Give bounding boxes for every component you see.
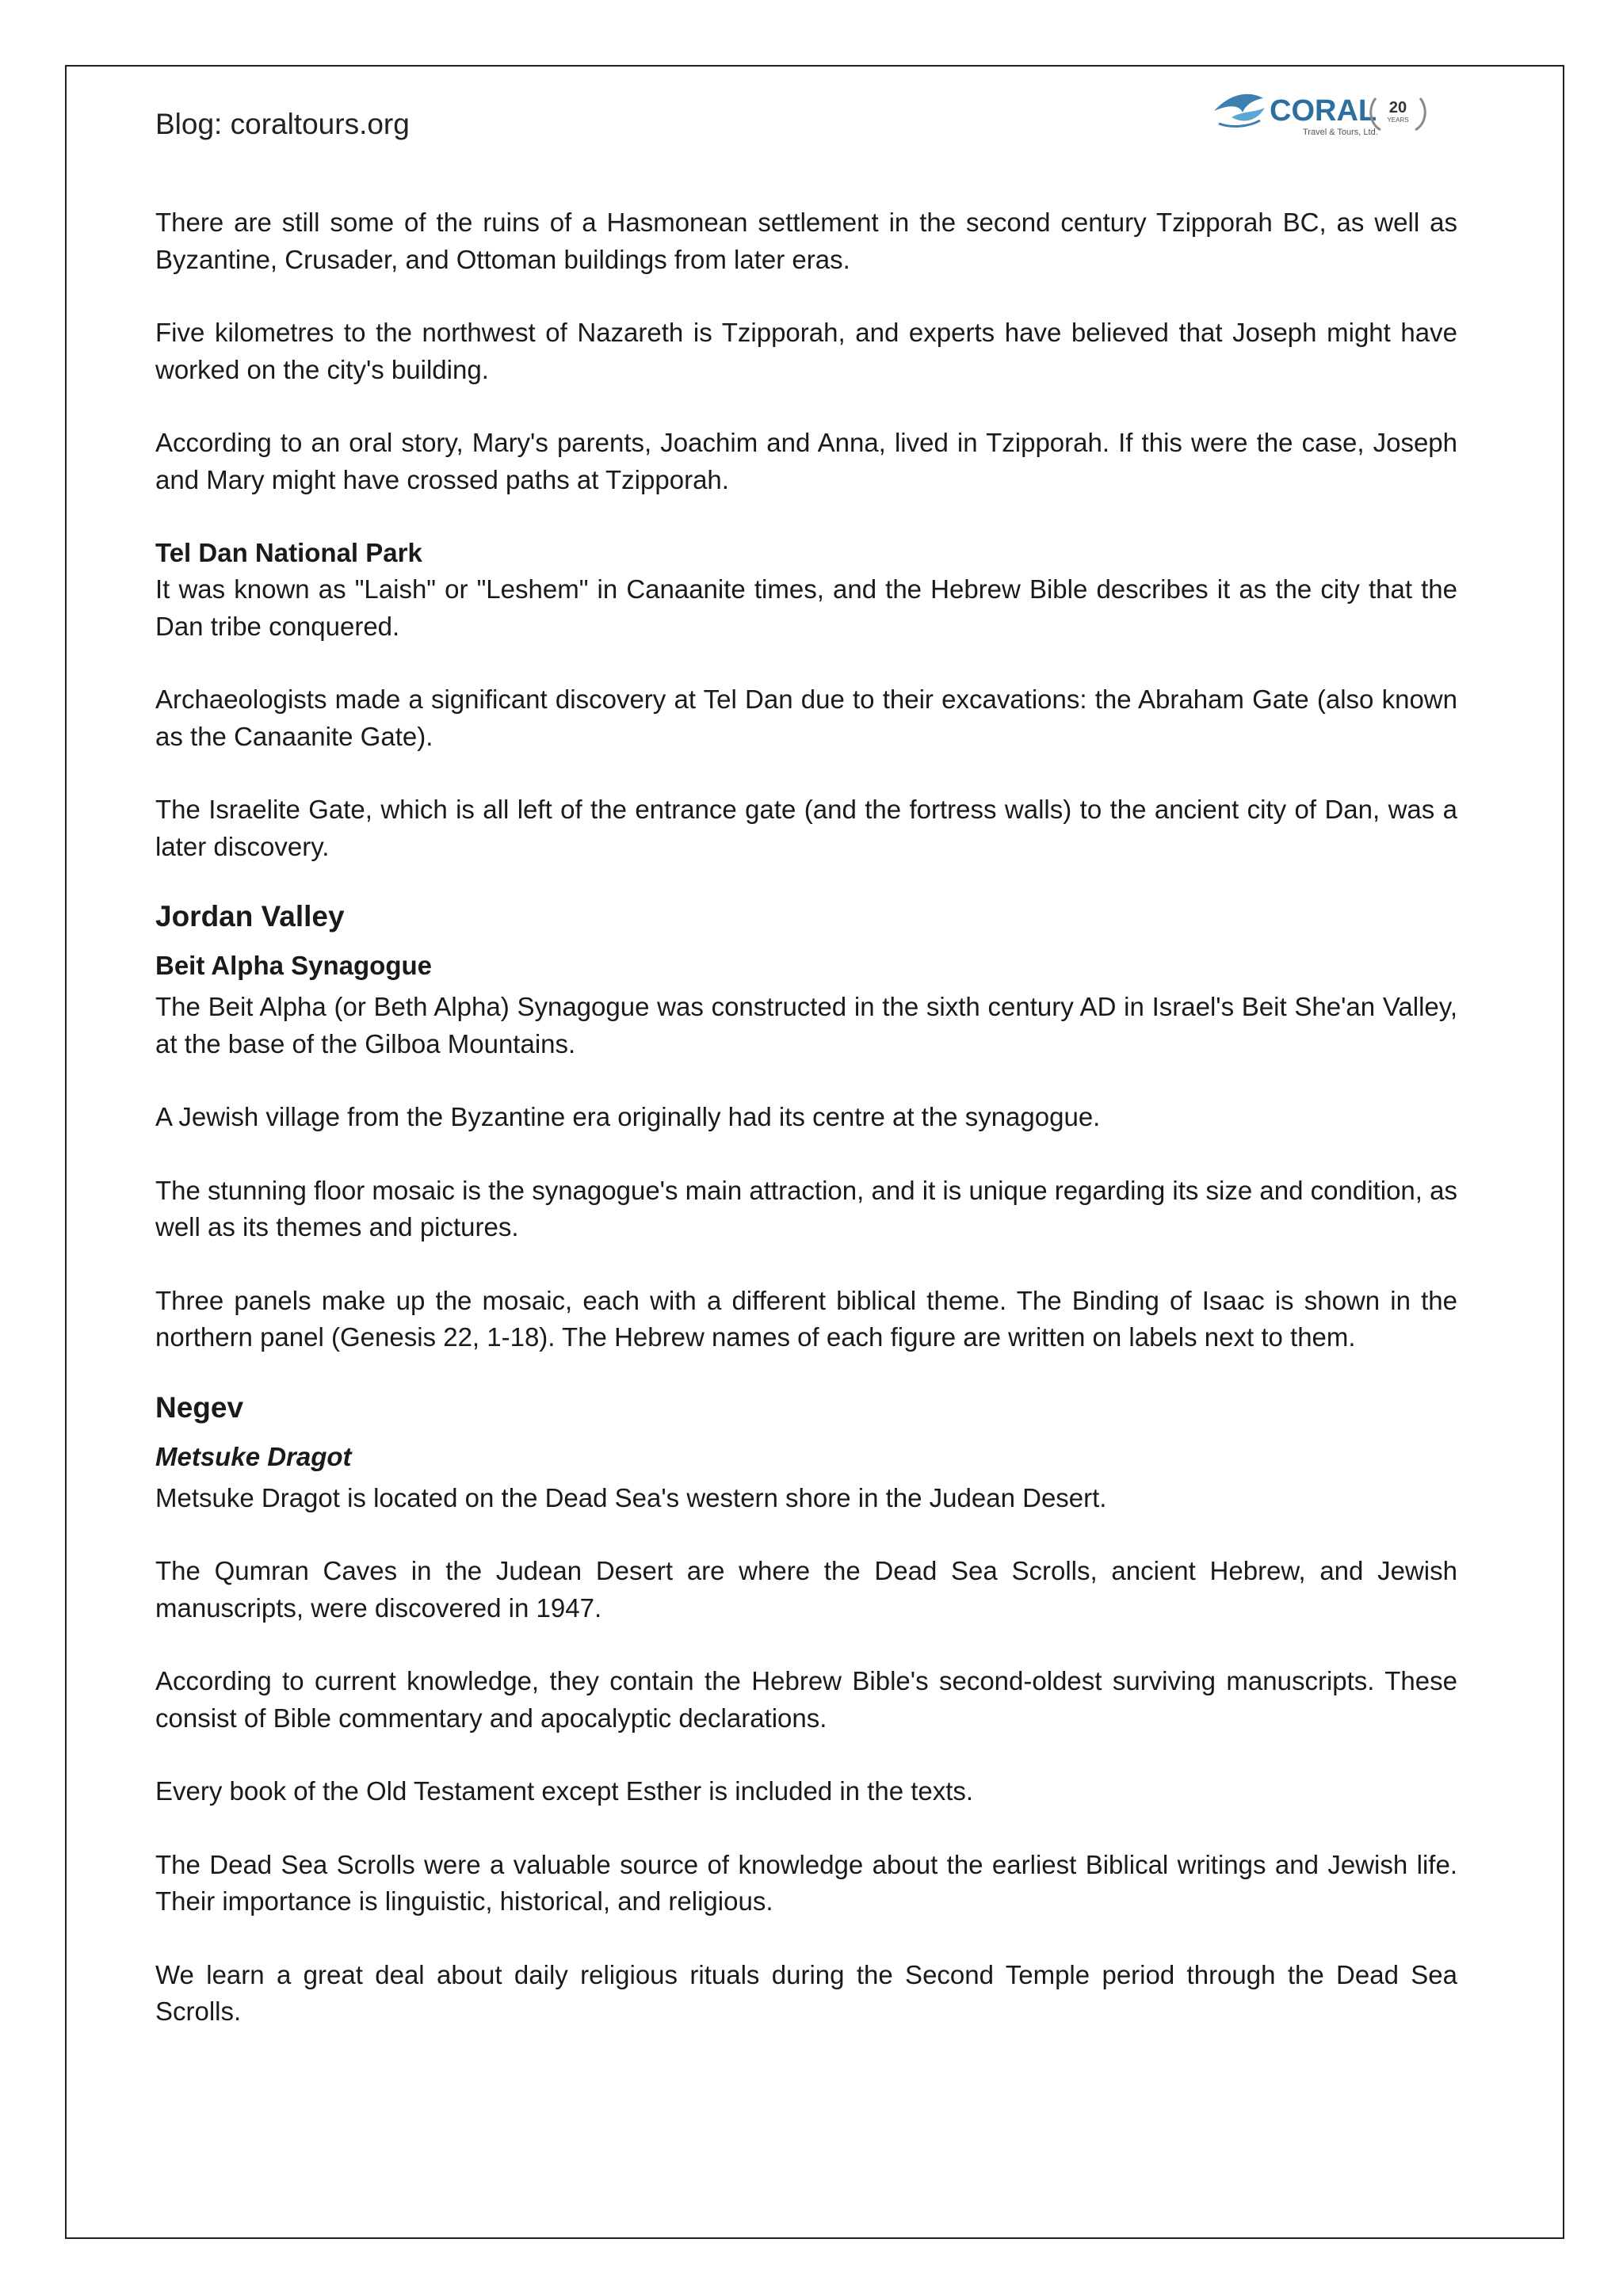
paragraph: Five kilometres to the northwest of Nazareth is Tzipporah, and experts have believed that Joseph might have worked on the city's building. (155, 318, 1457, 384)
logo-name: CORAL (1270, 94, 1377, 128)
paragraph: The Dead Sea Scrolls were a valuable source of knowledge about the earliest Biblical writings and Jewish life. Their importance is linguistic, historical, and religious. (155, 1849, 1457, 1916)
paragraph: Every book of the Old Testament except Esther is included in the texts. (155, 1776, 974, 1806)
section-subheading: Beit Alpha Synagogue (155, 951, 432, 980)
section-subheading: Metsuke Dragot (155, 1441, 352, 1471)
paragraph: The stunning floor mosaic is the synagogue's main attraction, and it is unique regarding its size and condition, as well as its themes and pictures. (155, 1175, 1457, 1241)
paragraph: A Jewish village from the Byzantine era originally had its centre at the synagogue. (155, 1102, 1101, 1131)
paragraph: Metsuke Dragot is located on the Dead Sea's western shore in the Judean Desert. (155, 1482, 1107, 1512)
paragraph: According to current knowledge, they contain the Hebrew Bible's second-oldest surviving manuscripts. These consist of Bible commentary and apocalyptic declarations. (155, 1666, 1457, 1733)
section-heading: Jordan Valley (155, 900, 345, 933)
paragraph: Three panels make up the mosaic, each with a different biblical theme. The Binding of Isaac is shown in the northern panel (Genesis 22, 1-18). The Hebrew names of each figure are written on labels next to them. (155, 1285, 1457, 1352)
dove-icon (1214, 94, 1265, 127)
paragraph: According to an oral story, Mary's parents, Joachim and Anna, lived in Tzipporah. If this were the case, Joseph and Mary might have crossed paths at Tzipporah. (155, 428, 1457, 494)
paragraph: There are still some of the ruins of a Hasmonean settlement in the second century Tzipporah BC, as well as Byzantine, Crusader, and Ottoman buildings from later eras. (155, 208, 1457, 274)
logo-tagline: Travel & Tours, Ltd. (1303, 128, 1378, 137)
paragraph: The Qumran Caves in the Judean Desert are where the Dead Sea Scrolls, ancient Hebrew, and Jewish manuscripts, were discovered in 1947. (155, 1556, 1457, 1623)
logo-badge-number: 20 (1388, 99, 1407, 116)
section-heading: Negev (155, 1390, 244, 1424)
anniversary-badge (1371, 98, 1426, 130)
section-subheading: Tel Dan National Park (155, 538, 422, 567)
paragraph: The Israelite Gate, which is all left of the entrance gate (and the fortress walls) to the ancient city of Dan, was a later discovery. (155, 795, 1457, 861)
paragraph: Archaeologists made a significant discovery at Tel Dan due to their excavations: the Abraham Gate (also known as the Canaanite Gate). (155, 685, 1457, 751)
paragraph: It was known as "Laish" or "Leshem" in Canaanite times, and the Hebrew Bible describes it as the city that the Dan tribe conquered. (155, 574, 1457, 641)
coral-logo (1208, 81, 1445, 143)
blog-header: Blog: coraltours.org (155, 108, 410, 140)
paragraph: The Beit Alpha (or Beth Alpha) Synagogue was constructed in the sixth century AD in Israel's Beit She'an Valley, at the base of the Gilboa Mountains. (155, 992, 1457, 1058)
article-body (155, 204, 1457, 2031)
logo-badge-sub: YEARS (1387, 116, 1409, 124)
paragraph: We learn a great deal about daily religious rituals during the Second Temple period through the Dead Sea Scrolls. (155, 1959, 1457, 2026)
